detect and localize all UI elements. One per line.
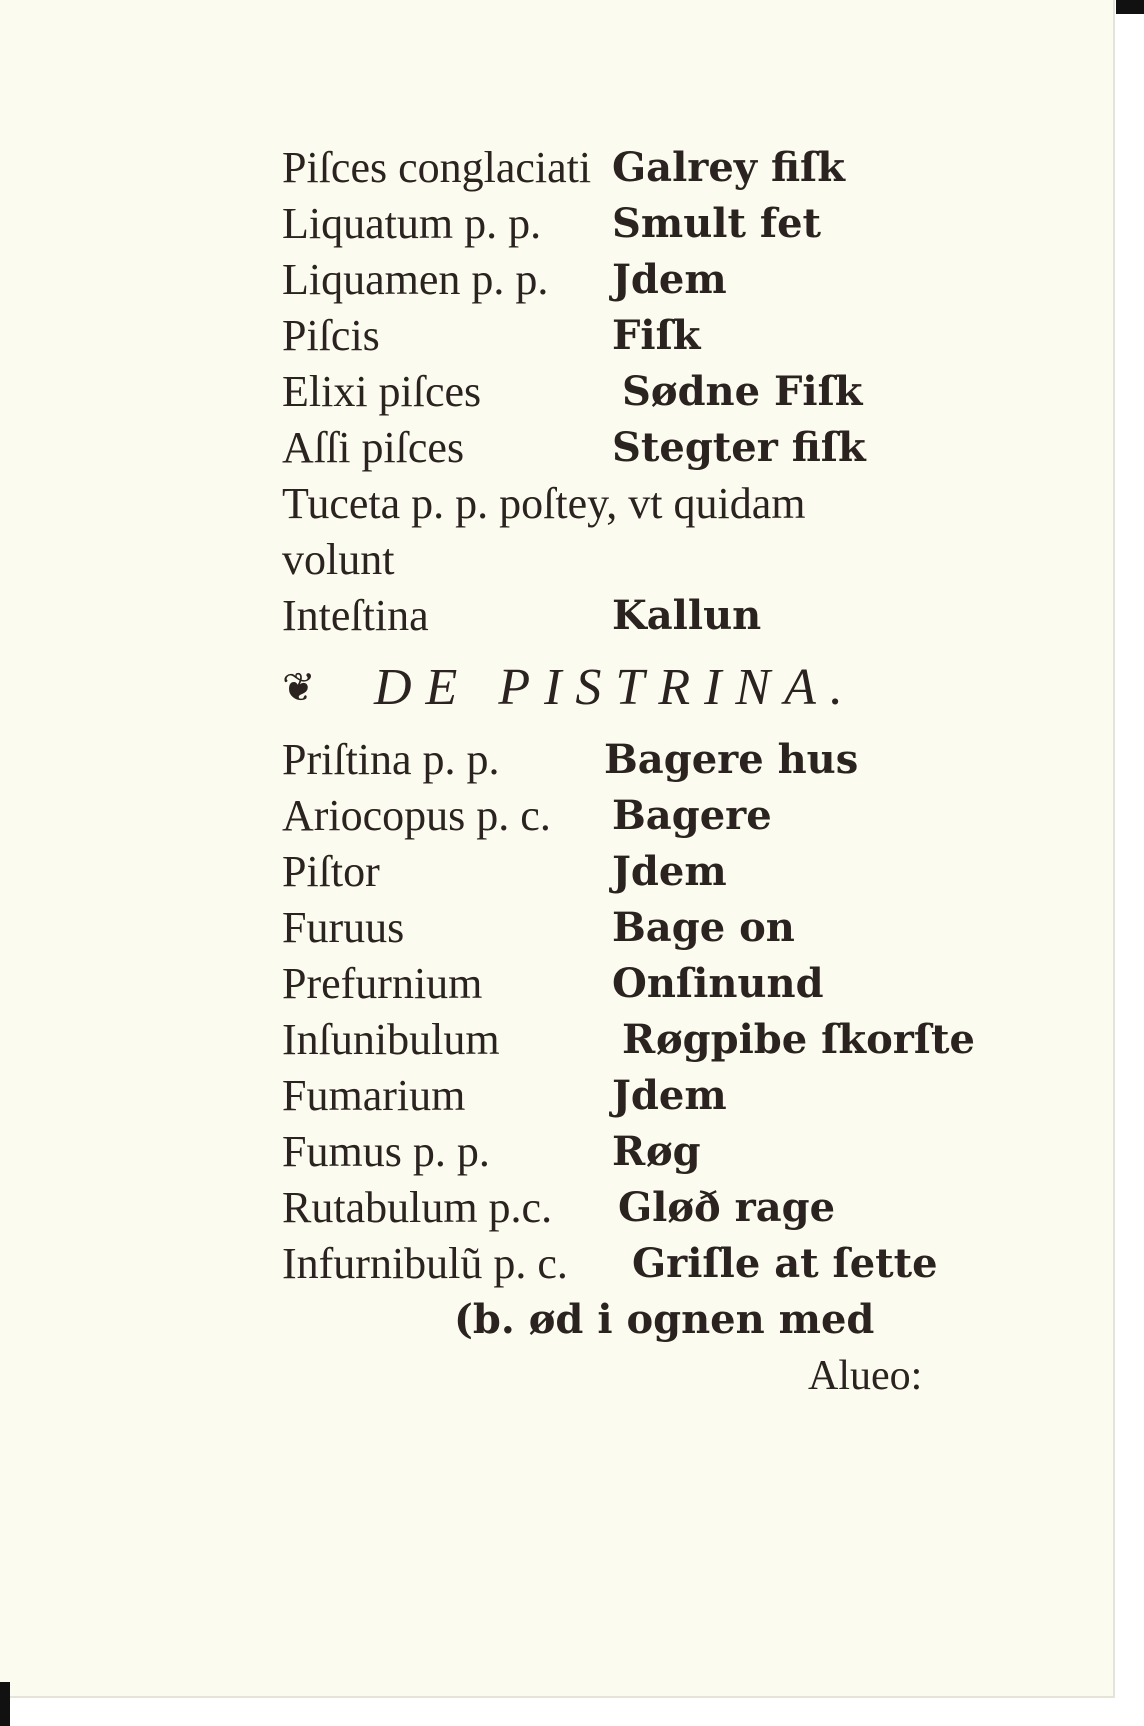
- glossary-entry: [282, 140, 1002, 196]
- continuation-text: (b. ød i ognen med: [454, 1296, 875, 1343]
- tuceta-continuation: volunt: [282, 535, 395, 584]
- vernacular-term: Røg: [612, 1128, 701, 1175]
- latin-term: Inſunibulum: [282, 1015, 500, 1064]
- glossary-entry: [282, 1236, 1002, 1292]
- scan-edge-mark: [1116, 0, 1144, 14]
- vernacular-term: Jdem: [612, 848, 727, 895]
- glossary-entry: [282, 364, 1002, 420]
- latin-term: Piſcis: [282, 311, 380, 360]
- glossary-text: [282, 140, 1002, 1404]
- glossary-entry: [282, 1124, 1002, 1180]
- glossary-entry: [282, 900, 1002, 956]
- section-title: DE PISTRINA.: [374, 659, 857, 716]
- vernacular-term: Stegter fiſk: [612, 424, 866, 471]
- latin-term: Aſſi piſces: [282, 423, 465, 472]
- latin-term: Furuus: [282, 903, 405, 952]
- glossary-entry: [282, 956, 1002, 1012]
- latin-term: Ariocopus p. c.: [282, 791, 551, 840]
- glossary-entry: [282, 252, 1002, 308]
- latin-term: Fumarium: [282, 1071, 466, 1120]
- latin-term: Inteſtina: [282, 591, 429, 640]
- latin-term: Liquamen p. p.: [282, 255, 549, 304]
- latin-term: Piſtor: [282, 847, 380, 896]
- vernacular-term: Jdem: [612, 256, 727, 303]
- fleuron-icon: ❦: [282, 665, 316, 711]
- tuceta-line: Tuceta p. p. poſtey, vt quidam: [282, 479, 806, 528]
- glossary-entry: [282, 732, 1002, 788]
- vernacular-term: Onſinund: [612, 960, 824, 1007]
- glossary-entry: [282, 1180, 1002, 1236]
- latin-term: Piſces conglaciati: [282, 143, 592, 192]
- latin-term: Elixi piſces: [282, 367, 482, 416]
- latin-term: Liquatum p. p.: [282, 199, 542, 248]
- catchword-line: [282, 1348, 1002, 1404]
- vernacular-term: Sødne Fiſk: [622, 368, 863, 415]
- glossary-entry: [282, 788, 1002, 844]
- vernacular-term: Bagere hus: [604, 736, 859, 783]
- latin-term: Fumus p. p.: [282, 1127, 490, 1176]
- glossary-entry: [282, 1012, 1002, 1068]
- latin-term: Rutabulum p.c.: [282, 1183, 553, 1232]
- glossary-entry-tuceta: [282, 476, 1002, 532]
- vernacular-term: Galrey fiſk: [612, 144, 845, 191]
- vernacular-term: Jdem: [612, 1072, 727, 1119]
- vernacular-term: Gløð rage: [618, 1184, 836, 1231]
- catchword: Alueo:: [808, 1353, 923, 1399]
- vernacular-term: Smult fet: [612, 200, 822, 247]
- glossary-entry-continuation: [282, 532, 1002, 588]
- vernacular-term: Griſle at ſette: [632, 1240, 938, 1287]
- latin-term: Priſtina p. p.: [282, 735, 500, 784]
- glossary-entry: [282, 844, 1002, 900]
- glossary-entry: [282, 1068, 1002, 1124]
- continuation-line: [282, 1292, 1002, 1348]
- scan-edge-mark: [0, 1682, 10, 1726]
- glossary-entry: [282, 308, 1002, 364]
- glossary-entry: [282, 588, 1002, 644]
- vernacular-term: Kallun: [612, 592, 762, 639]
- section-heading: [282, 644, 1002, 732]
- vernacular-term: Fiſk: [612, 312, 701, 359]
- glossary-entry: [282, 420, 1002, 476]
- latin-term: Prefurnium: [282, 959, 483, 1008]
- latin-term: Infurnibulũ p. c.: [282, 1239, 568, 1288]
- glossary-entry: [282, 196, 1002, 252]
- vernacular-term: Røgpibe ſkorſte: [622, 1016, 975, 1063]
- vernacular-term: Bage on: [612, 904, 795, 951]
- vernacular-term: Bagere: [612, 792, 772, 839]
